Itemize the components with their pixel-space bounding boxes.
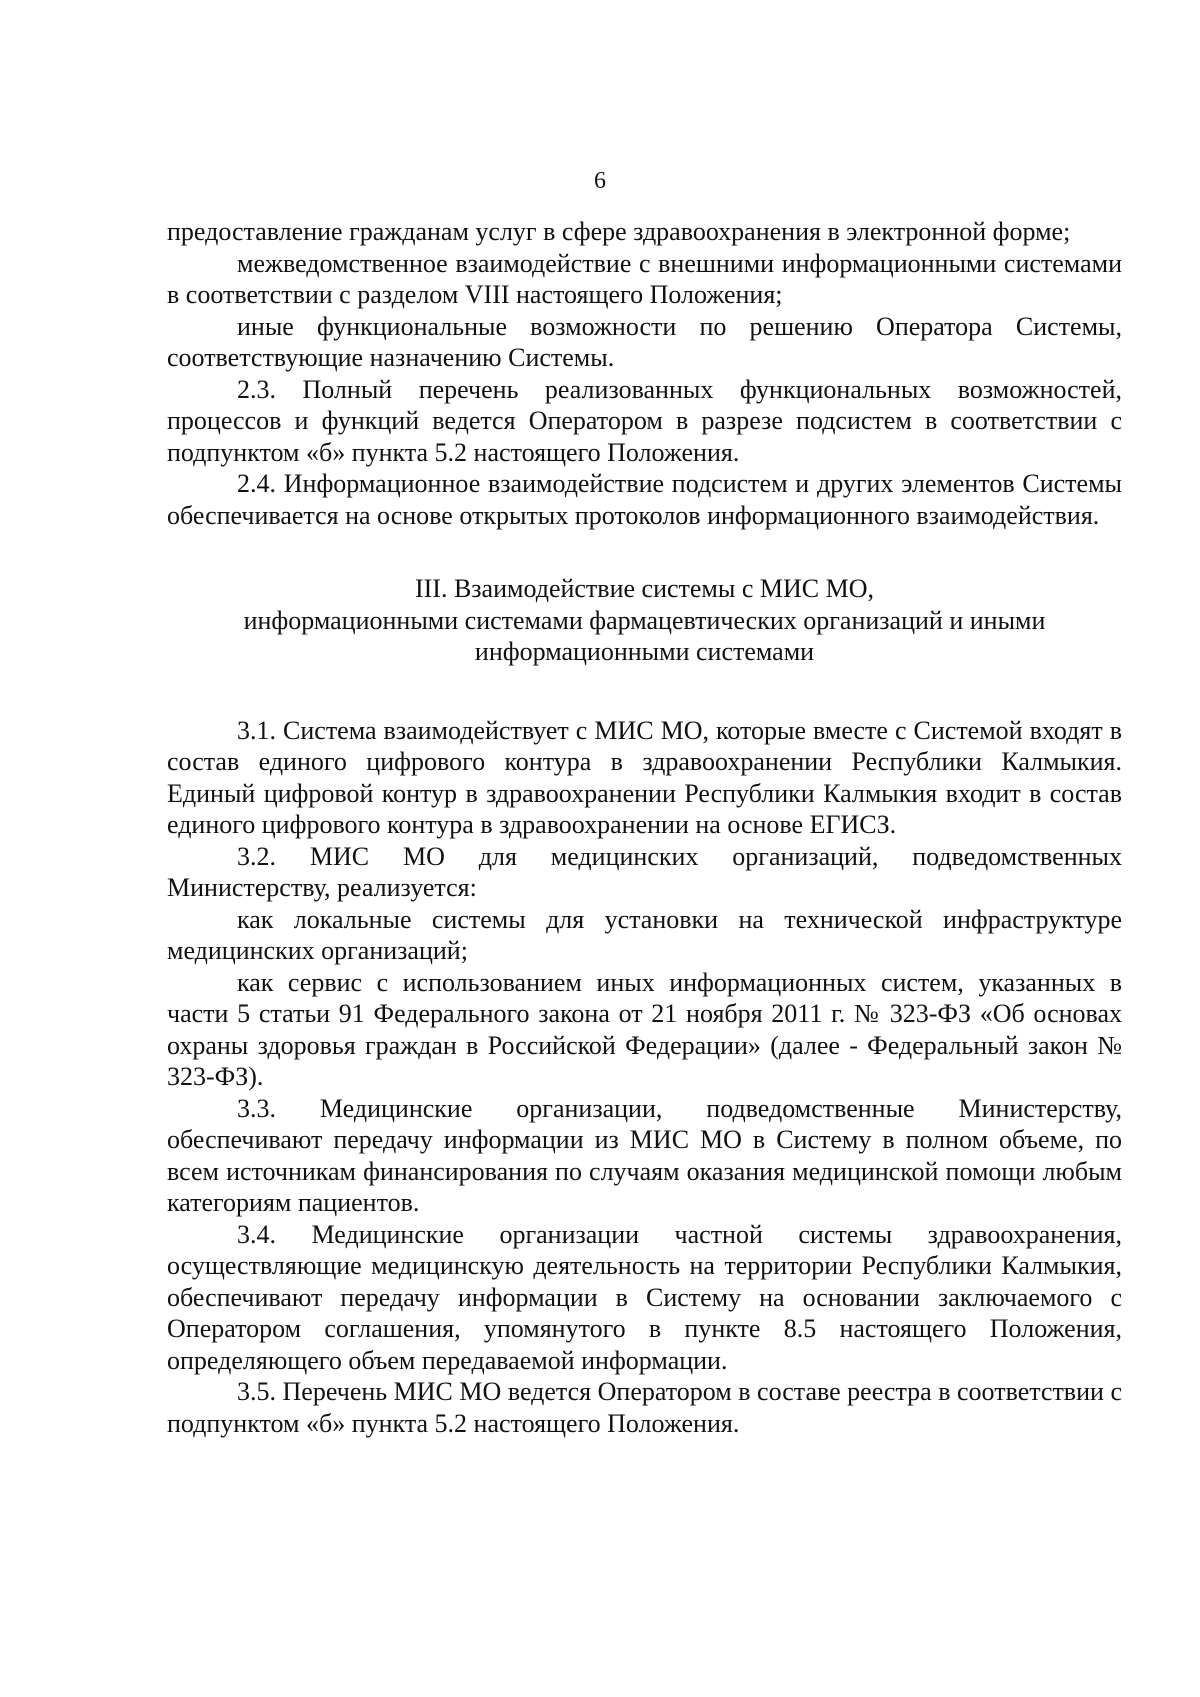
section-heading-line-1: III. Взаимодействие системы с МИС МО, bbox=[414, 574, 875, 603]
paragraph-services-electronic: предоставление гражданам услуг в сфере здравоохранения в электронной форме; bbox=[167, 217, 1071, 246]
paragraph-3-4: 3.4. Медицинские организации частной системы здравоохранения, осуществляющие медицинскую деятельность на территории Республики Калмыкия, обеспечивают передачу информации в Систему на основании заключаемого с Оператором соглашения, упомянутого в пункте 8.5 настоящего Положения, определяющего объем передаваемой информации. bbox=[167, 1219, 1122, 1375]
section-heading-line-2: информационными системами фармацевтических организаций и иными bbox=[243, 605, 1046, 635]
paragraph-2-4: 2.4. Информационное взаимодействие подсистем и других элементов Системы обеспечивается на основе открытых протоколов информационного взаимодействия. bbox=[167, 469, 1122, 530]
page-number: 6 bbox=[594, 168, 606, 194]
document-body bbox=[167, 216, 1122, 1439]
paragraph-2-3: 2.3. Полный перечень реализованных функциональных возможностей, процессов и функций ведется Оператором в разрезе подсистем в соответствии с подпунктом «б» пункта 5.2 настоящего Положения. bbox=[167, 374, 1122, 467]
paragraph-service-systems: как сервис с использованием иных информационных систем, указанных в части 5 статьи 91 Федерального закона от 21 ноября 2011 г. № 323-ФЗ «Об основах охраны здоровья граждан в Российской Федерации» (далее - Федеральный закон № 323-ФЗ). bbox=[167, 967, 1122, 1091]
paragraph-3-2: 3.2. МИС МО для медицинских организаций, подведомственных Министерству, реализуется: bbox=[167, 841, 1122, 902]
paragraph-other-functions: иные функциональные возможности по решению Оператора Системы, соответствующие назначению Системы. bbox=[167, 311, 1122, 372]
section-heading-iii bbox=[167, 531, 1122, 715]
paragraph-3-1: 3.1. Система взаимодействует с МИС МО, которые вместе с Системой входят в состав единого цифрового контура в здравоохранении Республики Калмыкия. Единый цифровой контур в здравоохранении Республики Калмыкия входит в состав единого цифрового контура в здравоохранении на основе ЕГИСЗ. bbox=[167, 715, 1122, 839]
section-heading-line-3: информационными системами bbox=[474, 637, 815, 666]
paragraph-local-systems: как локальные системы для установки на технической инфраструктуре медицинских организаций; bbox=[167, 904, 1122, 965]
paragraph-3-3: 3.3. Медицинские организации, подведомственные Министерству, обеспечивают передачу информации из МИС МО в Систему в полном объеме, по всем источникам финансирования по случаям оказания медицинской помощи любым категориям пациентов. bbox=[167, 1093, 1122, 1217]
paragraph-interagency-interaction: межведомственное взаимодействие с внешними информационными системами в соответствии с разделом VIII настоящего Положения; bbox=[167, 248, 1122, 309]
paragraph-3-5: 3.5. Перечень МИС МО ведется Оператором в составе реестра в соответствии с подпунктом «б» пункта 5.2 настоящего Положения. bbox=[167, 1377, 1122, 1438]
